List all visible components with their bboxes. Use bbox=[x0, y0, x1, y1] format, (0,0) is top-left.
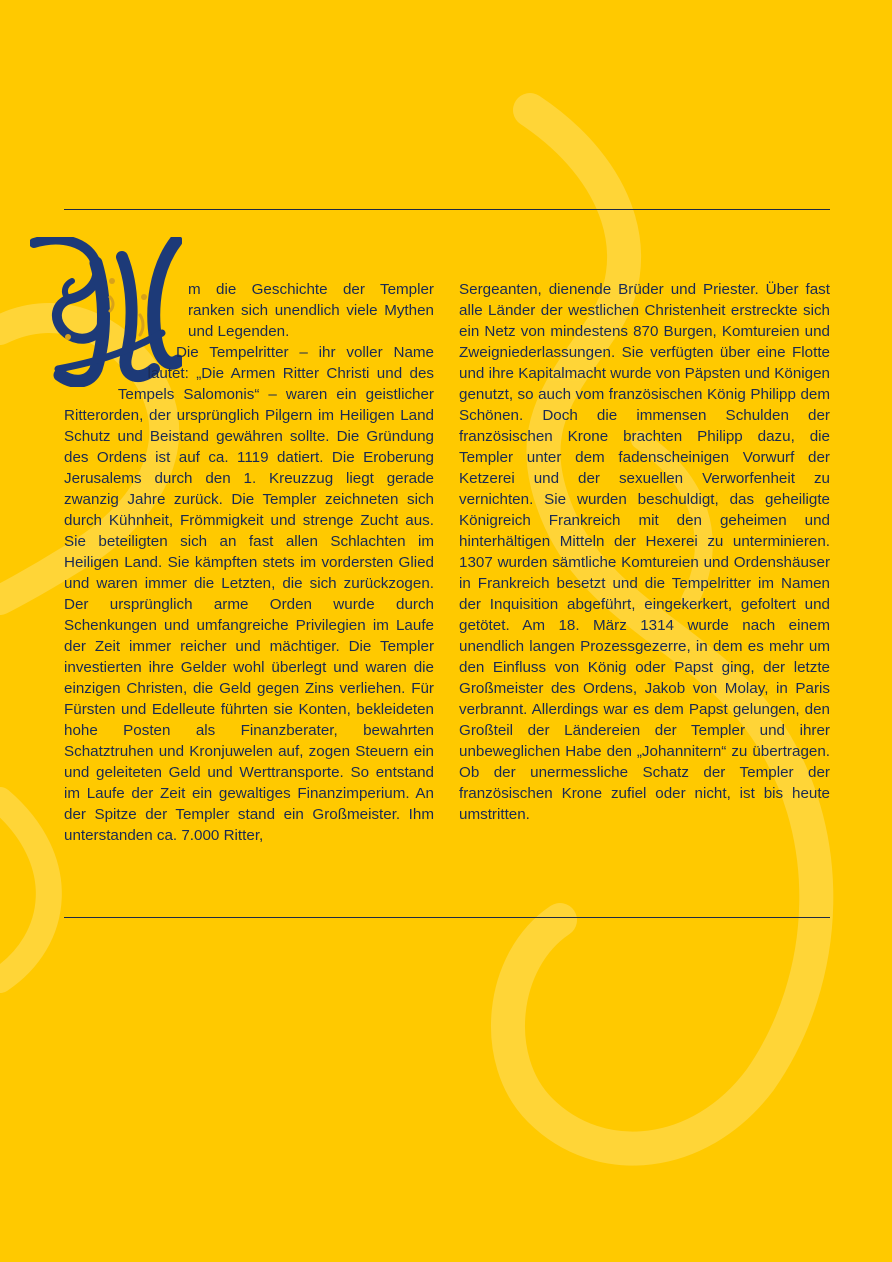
right-column bbox=[459, 279, 830, 825]
paragraph-intro: m die Geschichte der Templer ranken sich unendlich viele Mythen und Legenden. bbox=[188, 281, 434, 340]
bottom-divider bbox=[64, 917, 830, 918]
paragraph-main: Die Tempelritter – ihr voller Name lautet: „Die Armen Ritter Christi und des Tempels Salomonis“ – waren ein geistlicher Ritterorden, der ursprünglich Pilgern im Heiligen Land Schutz und Beistand gewähren sollte. Die Gründung des Ordens ist auf ca. 1119 datiert. Die Eroberung Jerusalems durch den 1. Kreuzzug liegt gerade zwanzig Jahre zurück. Die Templer zeichneten sich durch Kühnheit, Frömmigkeit und strenge Zucht aus. Sie beteiligten sich an fast allen Schlachten im Heiligen Land. Sie kämpften stets im vordersten Glied und waren immer die Letzten, die sich zurückzogen. Der ursprünglich arme Orden wurde durch Schenkungen und umfangreiche Privilegien im Laufe der Zeit immer reicher und mächtiger. Die Templer investierten ihre Gelder wohl überlegt und waren die einzigen Christen, die Geld gegen Zins verliehen. Für Fürsten und Edelleute führten sie Konten, bekleideten hohe Posten als Finanzberater, bewahrten Schatztruhen und Kronjuwelen auf, zogen Steuern ein und geleiteten Geld und Werttransporte. So entstand im Laufe der Zeit ein gewaltiges Finanzimperium. An der Spitze der Templer stand ein Großmeister. Ihm unterstanden ca. 7.000 Ritter, bbox=[64, 344, 434, 844]
paragraph-continued: Sergeanten, dienende Brüder und Priester. Über fast alle Länder der westlichen Christenheit erstreckte sich ein Netz von mindestens 870 Burgen, Komtureien und Zweigniederlassungen. Sie verfügten über eine Flotte und ihre Kapitalmacht wurde von Päpsten und Königen genutzt, so auch vom französischen König Philipp dem Schönen. Doch die immensen Schulden der französischen Krone brachten Philipp dazu, die Templer unter dem fadenscheinigen Vorwurf der Ketzerei und der sexuellen Verworfenheit zu vernichten. Sie wurden beschuldigt, das geheiligte Königreich Frankreich mit den geheimen und hinterhältigen Mitteln der Hexerei zu unterminieren. 1307 wurden sämtliche Komtureien und Ordenshäuser in Frankreich besetzt und die Tempelritter im Namen der Inquisition abgeführt, eingekerkert, gefoltert und getötet. Am 18. März 1314 wurde nach einem unendlich langen Prozessgezerre, in dem es mehr um den Einfluss von König oder Papst ging, der letzte Großmeister des Ordens, Jakob von Molay, in Paris verbrannt. Allerdings war es dem Papst gelungen, den Großteil der Ländereien der Templer und ihrer unbeweglichen Habe den „Johannitern“ zu übertragen. Ob der unermessliche Schatz der Templer der französischen Krone zufiel oder nicht, ist bis heute umstritten. bbox=[459, 281, 830, 823]
left-column bbox=[64, 279, 434, 846]
top-divider bbox=[64, 209, 830, 210]
